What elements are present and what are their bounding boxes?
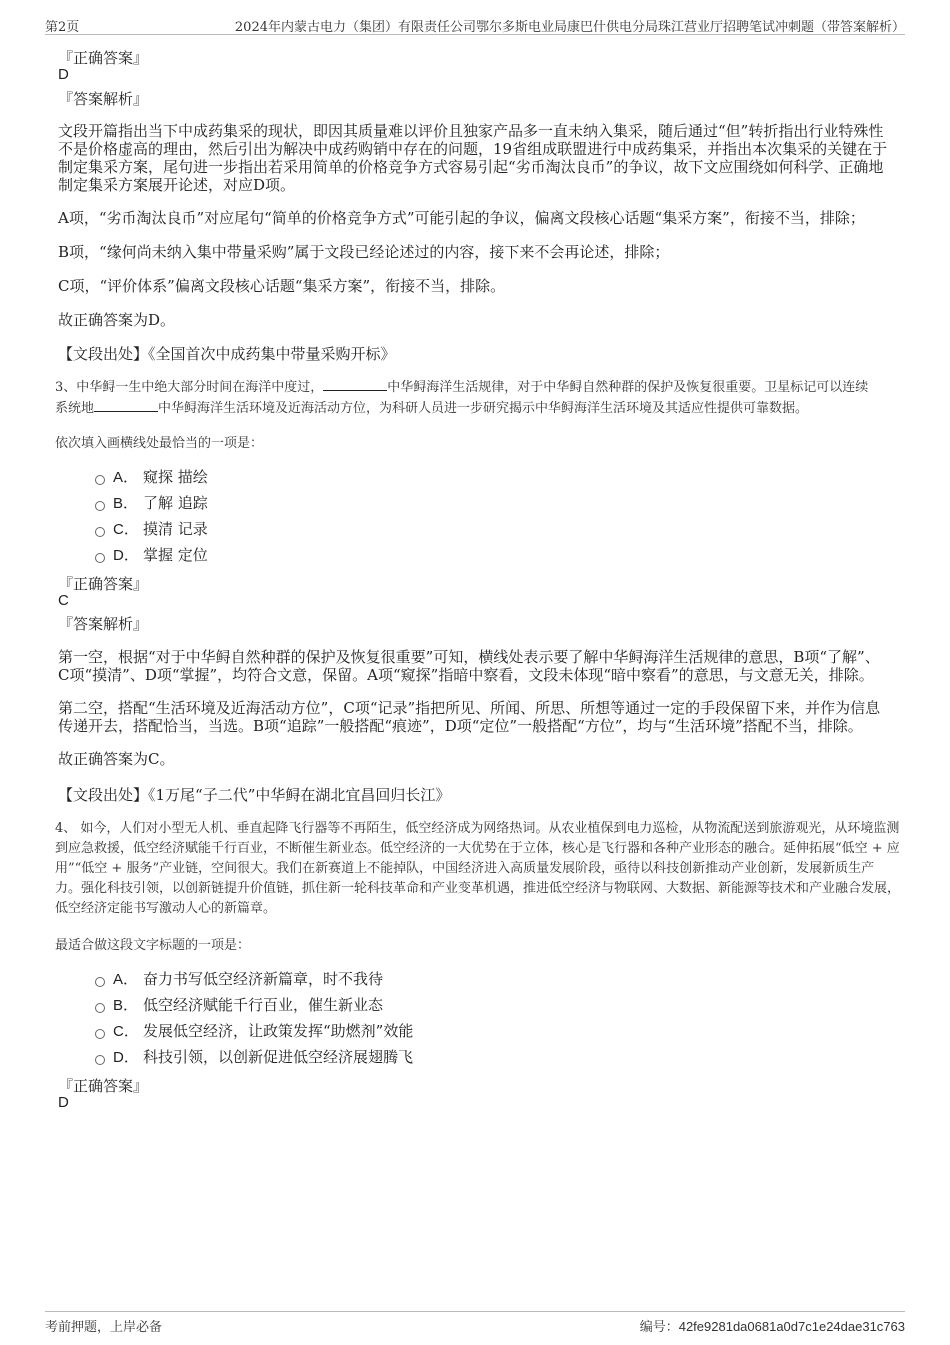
page-number: 第2页 <box>45 20 80 35</box>
correct-answer-value: D <box>58 66 69 83</box>
analysis-paragraph: 故正确答案为D。 <box>58 311 176 329</box>
analysis-paragraph: B项，“缘何尚未纳入集中带量采购”属于文段已经论述过的内容，接下来不会再论述，排除； <box>58 243 670 261</box>
option-a[interactable]: A． 窥探 描绘 <box>95 467 208 487</box>
radio-icon[interactable] <box>95 501 105 511</box>
question-prompt: 依次填入画横线处最恰当的一项是： <box>55 436 264 451</box>
analysis-paragraph: 第二空，搭配“生活环境及近海活动方位”，C项“记录”指把所见、所闻、所思、所想等通过一定的手段保留下来，并作为信息传递开去，搭配恰当，当选。B项“追踪”一般搭配“痕迹”，D项“定位”一般搭配“方位”，均与“生活环境”搭配不当，排除。 <box>58 699 881 735</box>
document-code: 编号：42fe9281da0681a0d7c1e24dae31c763 <box>639 1319 905 1335</box>
option-c[interactable]: C． 摸清 记录 <box>95 519 208 539</box>
document-title: 2024年内蒙古电力（集团）有限责任公司鄂尔多斯电业局康巴什供电分局珠江营业厅招聘笔试冲刺题（带答案解析） <box>234 20 905 35</box>
radio-icon[interactable] <box>95 527 105 537</box>
option-d[interactable]: D． 掌握 定位 <box>95 545 208 565</box>
radio-icon[interactable] <box>95 977 105 987</box>
page-footer <box>45 1311 905 1336</box>
fill-blank <box>323 377 387 391</box>
radio-icon[interactable] <box>95 475 105 485</box>
option-d[interactable]: D． 科技引领，以创新促进低空经济展翅腾飞 <box>95 1047 413 1067</box>
question-prompt: 最适合做这段文字标题的一项是： <box>55 938 251 953</box>
correct-answer-value: C <box>58 592 69 609</box>
source-citation: 【文段出处】《全国首次中成药集中带量采购开标》 <box>58 345 396 363</box>
correct-answer-value: D <box>58 1094 69 1111</box>
source-citation: 【文段出处】《1万尾“子二代”中华鲟在湖北宜昌回归长江》 <box>58 786 451 804</box>
option-b[interactable]: B． 低空经济赋能千行百业，催生新业态 <box>95 995 383 1015</box>
correct-answer-label: 『正确答案』 <box>58 575 149 593</box>
radio-icon[interactable] <box>95 1003 105 1013</box>
question-stem: 4、 如今，人们对小型无人机、垂直起降飞行器等不再陌生，低空经济成为网络热词。从农业植保到电力巡检，从物流配送到旅游观光，从环境监测到应急救援，低空经济赋能千行百业，不断催生新业态。低空经济的一大优势在于立体，核心是飞行器和各种产业形态的融合。延伸拓展“低空 + 应用”“低空 + 服务”产业链，空间很大。我们在新赛道上不能掉队，中国经济进入高质量发展阶段，亟待以科技创新推动产业创新，发展新质生产力。强化科技引领，以创新链提升价值链，抓住新一轮科技革命和产业变革机遇，推进低空经济与物联网、大数据、新能源等技术和产业融合发展，低空经济定能书写激动人心的新篇章。 <box>55 821 901 916</box>
analysis-label: 『答案解析』 <box>58 90 149 108</box>
question-stem: 3、中华鲟一生中绝大部分时间在海洋中度过， 中华鲟海洋生活规律，对于中华鲟自然种群的保护及恢复很重要。卫星标记可以连续 系统地 中华鲟海洋生活环境及近海活动方位，为科研人员进一步研究揭示中华鲟海洋生活环境及其适应性提供可靠数据。 <box>55 377 900 419</box>
analysis-paragraph: A项，“劣币淘汰良币”对应尾句“简单的价格竞争方式”可能引起的争议，偏离文段核心话题“集采方案”，衔接不当，排除； <box>58 209 865 227</box>
correct-answer-label: 『正确答案』 <box>58 49 149 67</box>
radio-icon[interactable] <box>95 1029 105 1039</box>
option-b[interactable]: B． 了解 追踪 <box>95 493 208 513</box>
fill-blank <box>94 398 158 412</box>
analysis-paragraph: 文段开篇指出当下中成药集采的现状，即因其质量难以评价且独家产品多一直未纳入集采，随后通过“但”转折指出行业特殊性不是价格虚高的理由，然后引出为解决中成药购销中存在的问题，19省组成联盟进行中成药集采，并指出本次集采的关键在于制定集采方案，尾句进一步指出若采用简单的价格竞争方式容易引起“劣币淘汰良币”的争议，故下文应围绕如何科学、正确地制定集采方案展开论述，对应D项。 <box>58 122 888 194</box>
footer-slogan: 考前押题，上岸必备 <box>45 1320 163 1335</box>
radio-icon[interactable] <box>95 1055 105 1065</box>
analysis-paragraph: C项，“评价体系”偏离文段核心话题“集采方案”，衔接不当，排除。 <box>58 277 506 295</box>
analysis-label: 『答案解析』 <box>58 615 149 633</box>
analysis-paragraph: 第一空，根据“对于中华鲟自然种群的保护及恢复很重要”可知，横线处表示要了解中华鲟海洋生活规律的意思，B项“了解”、C项“摸清”、D项“掌握”，均符合文意，保留。A项“窥探”指暗中察看，文段未体现“暗中察看”的意思，与文意无关，排除。 <box>58 648 880 684</box>
page-header <box>45 14 905 35</box>
option-c[interactable]: C． 发展低空经济，让政策发挥“助燃剂”效能 <box>95 1021 413 1041</box>
option-a[interactable]: A． 奋力书写低空经济新篇章，时不我待 <box>95 969 383 989</box>
correct-answer-label: 『正确答案』 <box>58 1077 149 1095</box>
radio-icon[interactable] <box>95 553 105 563</box>
analysis-paragraph: 故正确答案为C。 <box>58 750 175 768</box>
